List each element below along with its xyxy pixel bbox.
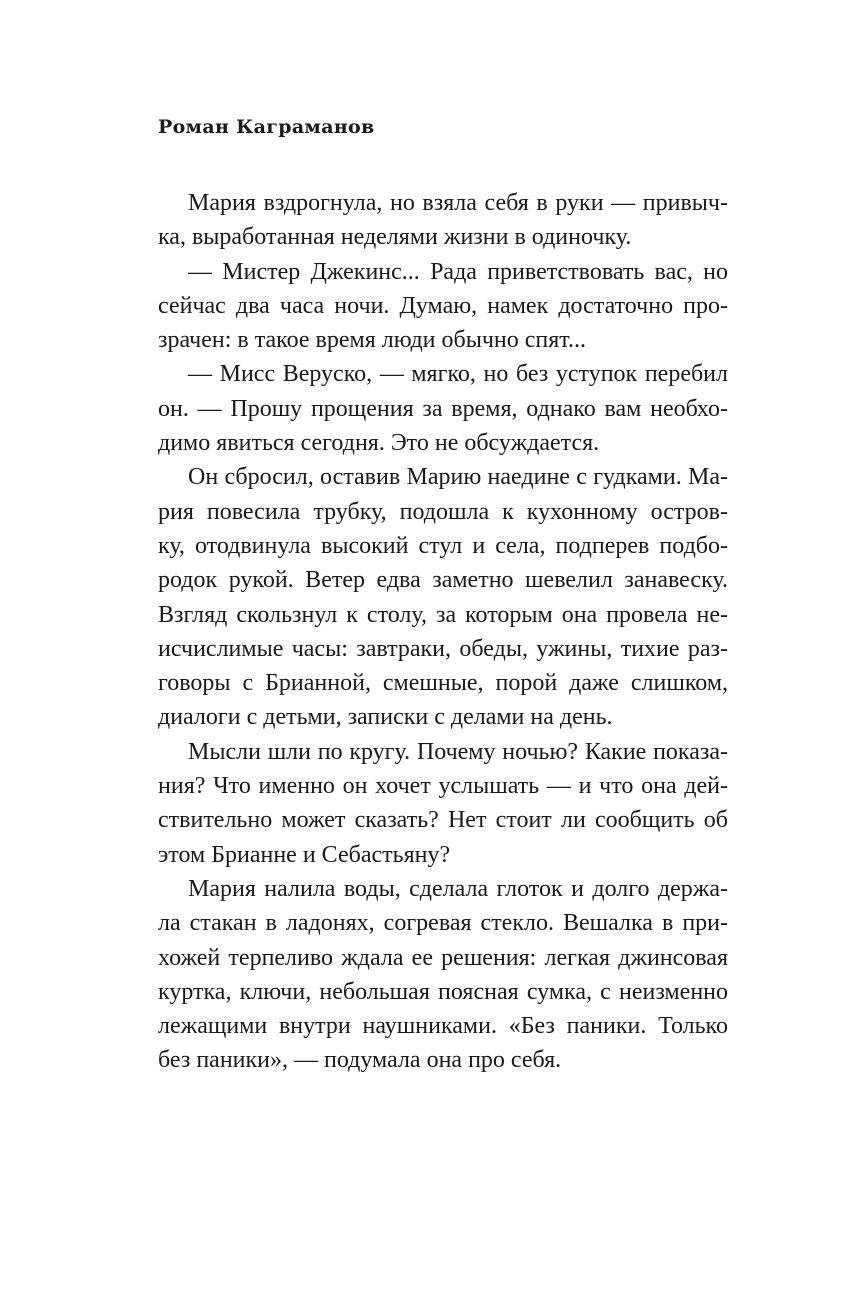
text-line: Он сбросил, оставив Марию наедине с гудками. Ма- — [188, 464, 728, 491]
text-line: ния? Что именно он хочет услышать — и что она дей- — [158, 773, 728, 800]
text-line: родок рукой. Ветер едва заметно шевелил занавеску. — [158, 567, 728, 594]
text-line: исчислимые часы: завтраки, обеды, ужины, тихие раз- — [158, 635, 728, 662]
text-line: лежащими внутри наушниками. «Без паники. Только — [158, 1013, 728, 1040]
text-line: хожей терпеливо ждала ее решения: легкая джинсовая — [158, 944, 728, 971]
text-line: рия повесила трубку, подошла к кухонному остров- — [158, 498, 728, 525]
text-line: Мысли шли по кругу. Почему ночью? Какие показа- — [188, 738, 728, 765]
text-line: димо явиться сегодня. Это не обсуждается. — [158, 430, 600, 457]
text-line: Взгляд скользнул к столу, за которым она провела не- — [158, 601, 728, 628]
text-line: ствительно может сказать? Нет стоит ли сообщить об — [158, 807, 728, 834]
text-line: Мария налила воды, сделала глоток и долго держа- — [188, 875, 728, 902]
text-line: говоры с Брианной, смешные, порой даже слишком, — [158, 670, 728, 697]
text-line: ла стакан в ладонях, согревая стекло. Вешалка в при- — [158, 910, 728, 937]
text-line: диалоги с детьми, записки с делами на день. — [158, 704, 613, 731]
body-text — [158, 186, 728, 1078]
text-line: Мария вздрогнула, но взяла себя в руки — привыч- — [188, 190, 728, 216]
text-line: он. — Прошу прощения за время, однако вам необхо- — [158, 395, 728, 422]
text-line: ку, отодвинула высокий стул и села, подперев подбо- — [158, 532, 728, 559]
text-line: ка, выработанная неделями жизни в одиночку. — [158, 224, 632, 251]
text-line: — Мисс Веруско, — мягко, но без уступок перебил — [188, 361, 728, 388]
text-line: — Мистер Джекинс... Рада приветствовать вас, но — [188, 258, 728, 285]
text-line: этом Брианне и Себастьяну? — [158, 841, 451, 868]
text-line: без паники», — подумала она про себя. — [158, 1047, 562, 1074]
text-line: сейчас два часа ночи. Думаю, намек достаточно про- — [158, 292, 728, 319]
text-line: зрачен: в такое время люди обычно спят... — [158, 327, 586, 354]
running-head-author: Роман Каграманов — [158, 116, 375, 138]
text-line: куртка, ключи, небольшая поясная сумка, с неизменно — [158, 978, 728, 1005]
